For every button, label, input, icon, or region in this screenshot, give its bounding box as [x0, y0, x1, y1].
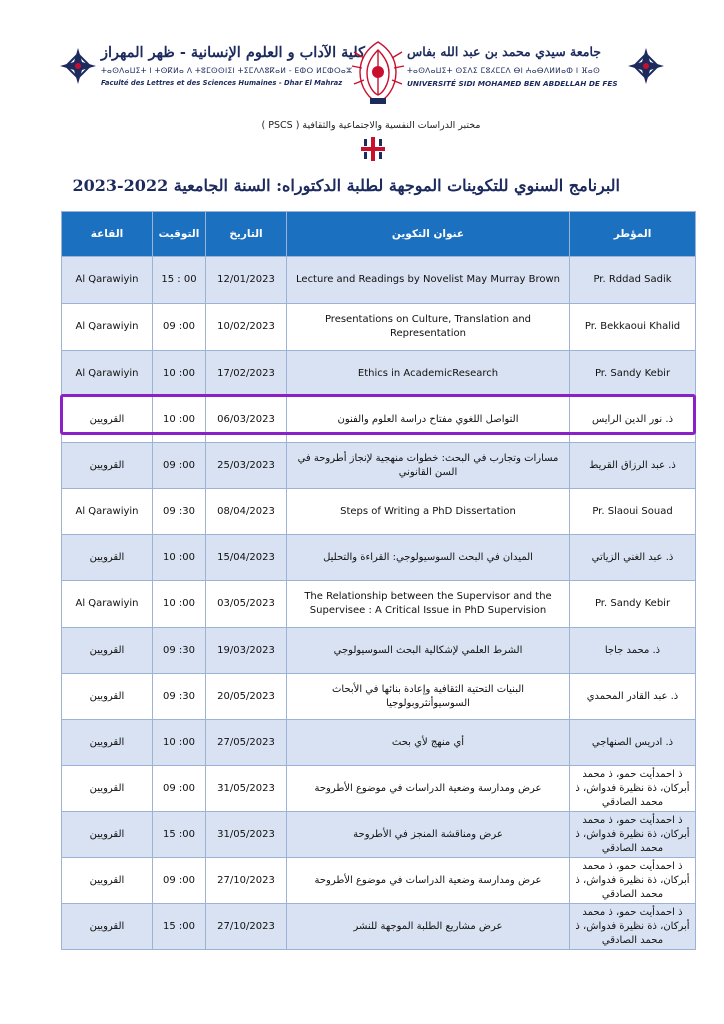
cell-room: Al Qarawiyin	[62, 257, 153, 304]
cell-speaker: Pr. Slaoui Souad	[570, 489, 696, 535]
moroccan-star-emblem-right	[626, 46, 666, 86]
cell-topic: الميدان في البحث السوسيولوجي: القراءة والتحليل	[287, 535, 570, 581]
cell-date: 27/05/2023	[206, 720, 287, 766]
table-row	[62, 443, 696, 489]
university-crest-icon	[350, 38, 406, 106]
cell-time: 09 :00	[153, 304, 206, 351]
cell-time: 09 :30	[153, 674, 206, 720]
cell-topic: The Relationship between the Supervisor and the Supervisee : A Critical Issue in PhD Supervision	[287, 581, 570, 628]
cell-date: 27/10/2023	[206, 904, 287, 950]
column-header-topic: عنوان التكوين	[287, 212, 570, 257]
cell-room: Al Qarawiyin	[62, 489, 153, 535]
cell-date: 03/05/2023	[206, 581, 287, 628]
cell-speaker: Pr. Sandy Kebir	[570, 351, 696, 397]
cell-room: القرويين	[62, 443, 153, 489]
page-title: البرنامج السنوي للتكوينات الموجهة لطلبة الدكتوراه: السنة الجامعية 2022-2023	[72, 176, 620, 195]
cell-topic: عرض ومدارسة وضعية الدراسات في موضوع الأطروحة	[287, 858, 570, 904]
cell-room: القرويين	[62, 397, 153, 443]
cell-date: 10/02/2023	[206, 304, 287, 351]
table-row	[62, 720, 696, 766]
cell-room: Al Qarawiyin	[62, 304, 153, 351]
column-header-speaker: المؤطر	[570, 212, 696, 257]
cell-room: Al Qarawiyin	[62, 351, 153, 397]
cell-time: 09 :00	[153, 858, 206, 904]
cell-date: 17/02/2023	[206, 351, 287, 397]
cell-topic: عرض مشاريع الطلبة الموجهة للنشر	[287, 904, 570, 950]
cell-date: 20/05/2023	[206, 674, 287, 720]
cell-speaker: ذ. محمد جاجا	[570, 628, 696, 674]
cell-room: القرويين	[62, 720, 153, 766]
cell-time: 09 :30	[153, 628, 206, 674]
cell-topic: Presentations on Culture, Translation and Representation	[287, 304, 570, 351]
cell-time: 09 :00	[153, 443, 206, 489]
cell-date: 19/03/2023	[206, 628, 287, 674]
cell-time: 15 :00	[153, 904, 206, 950]
cell-time: 15 : 00	[153, 257, 206, 304]
lab-name: مختبر الدراسات النفسية والاجتماعية والثقافية ( PSCS )	[261, 120, 481, 131]
cell-speaker: Pr. Sandy Kebir	[570, 581, 696, 628]
cell-date: 25/03/2023	[206, 443, 287, 489]
cell-room: القرويين	[62, 858, 153, 904]
cell-speaker: Pr. Rddad Sadik	[570, 257, 696, 304]
cell-time: 09 :30	[153, 489, 206, 535]
table-row	[62, 766, 696, 812]
table-row	[62, 535, 696, 581]
cell-date: 08/04/2023	[206, 489, 287, 535]
table-row	[62, 257, 696, 304]
cell-speaker: Pr. Bekkaoui Khalid	[570, 304, 696, 351]
cell-room: القرويين	[62, 628, 153, 674]
column-header-date: التاريخ	[206, 212, 287, 257]
cell-time: 10 :00	[153, 720, 206, 766]
table-row	[62, 904, 696, 950]
lab-logo-icon	[358, 136, 388, 162]
cell-date: 31/05/2023	[206, 812, 287, 858]
cell-speaker: ذ احمدأيت حمو، ذ محمد أبركان، ذة نظيرة فدواش، ذ محمد الصادقي	[570, 766, 696, 812]
cell-time: 10 :00	[153, 535, 206, 581]
cell-topic: التواصل اللغوي مفتاح دراسة العلوم والفنون	[287, 397, 570, 443]
cell-time: 15 :00	[153, 812, 206, 858]
schedule-table	[61, 211, 696, 950]
cell-speaker: ذ احمدأيت حمو، ذ محمد أبركان، ذة نظيرة فدواش، ذ محمد الصادقي	[570, 858, 696, 904]
cell-topic: عرض ومدارسة وضعية الدراسات في موضوع الأطروحة	[287, 766, 570, 812]
cell-speaker: ذ. ادريس الصنهاجي	[570, 720, 696, 766]
university-name-arabic: جامعة سيدي محمد بن عبد الله بفاس	[407, 44, 601, 59]
cell-date: 12/01/2023	[206, 257, 287, 304]
cell-topic: Ethics in AcademicResearch	[287, 351, 570, 397]
cell-topic: الشرط العلمي لإشكالية البحث السوسيولوجي	[287, 628, 570, 674]
university-name-tifinagh: ⵜⴰⵙⴷⴰⵡⵉⵜ ⵙⵉⴷⵉ ⵎⵓⵃⵎⵎⴷ ⴱⵏ ⵄⴰⴱⴷⵍⵍⴰⵀ ⵏ ⴼⴰⵙ	[407, 66, 601, 75]
cell-time: 10 :00	[153, 351, 206, 397]
table-row	[62, 812, 696, 858]
cell-room: القرويين	[62, 535, 153, 581]
cell-speaker: ذ احمدأيت حمو، ذ محمد أبركان، ذة نظيرة فدواش، ذ محمد الصادقي	[570, 904, 696, 950]
cell-speaker: ذ. عبد الغني الزياتي	[570, 535, 696, 581]
moroccan-star-emblem-left	[58, 46, 98, 86]
table-row	[62, 581, 696, 628]
cell-room: القرويين	[62, 766, 153, 812]
cell-date: 27/10/2023	[206, 858, 287, 904]
letterhead	[0, 0, 724, 112]
table-row	[62, 489, 696, 535]
cell-date: 15/04/2023	[206, 535, 287, 581]
cell-topic: البنيات التحتية الثقافية وإعادة بنائها في الأبحاث السوسيوأنثروبولوجيا	[287, 674, 570, 720]
cell-topic: Steps of Writing a PhD Dissertation	[287, 489, 570, 535]
table-row	[62, 397, 696, 443]
table-header-row	[62, 212, 696, 257]
cell-room: Al Qarawiyin	[62, 581, 153, 628]
cell-date: 06/03/2023	[206, 397, 287, 443]
column-header-time: التوقيت	[153, 212, 206, 257]
cell-time: 09 :00	[153, 766, 206, 812]
cell-time: 10 :00	[153, 581, 206, 628]
cell-room: القرويين	[62, 674, 153, 720]
cell-room: القرويين	[62, 904, 153, 950]
cell-speaker: ذ. عبد القادر المحمدي	[570, 674, 696, 720]
cell-topic: Lecture and Readings by Novelist May Murray Brown	[287, 257, 570, 304]
column-header-room: القاعة	[62, 212, 153, 257]
table-row	[62, 351, 696, 397]
table-row	[62, 628, 696, 674]
cell-speaker: ذ. نور الدين الرايس	[570, 397, 696, 443]
faculty-name-tifinagh: ⵜⴰⵙⴷⴰⵡⵉⵜ ⵏ ⵜⵙⴽⵍⴰ ⴷ ⵜⵓⵎⵙⵙⵏⵉⵏ ⵜⵉⵎⴷⴷⵓⴽⴰⵍ - ⴹⵀⵔ ⵍⵎⵀⵔⴰⵣ	[101, 66, 353, 75]
university-name-french: UNIVERSITÉ SIDI MOHAMED BEN ABDELLAH DE FES	[407, 79, 618, 88]
cell-room: القرويين	[62, 812, 153, 858]
faculty-name-french: Faculté des Lettres et des Sciences Humaines - Dhar El Mahraz	[101, 79, 343, 87]
cell-topic: مسارات وتجارب في البحث: خطوات منهجية لإنجاز أطروحة في السن القانوني	[287, 443, 570, 489]
table-row	[62, 674, 696, 720]
table-row	[62, 304, 696, 351]
cell-speaker: ذ احمدأيت حمو، ذ محمد أبركان، ذة نظيرة فدواش، ذ محمد الصادقي	[570, 812, 696, 858]
table-row	[62, 858, 696, 904]
faculty-name-arabic: كلية الآداب و العلوم الإنسانية - ظهر المهراز	[101, 44, 365, 61]
cell-speaker: ذ. عبد الرزاق القريط	[570, 443, 696, 489]
cell-topic: أي منهج لأي بحث	[287, 720, 570, 766]
cell-date: 31/05/2023	[206, 766, 287, 812]
cell-time: 10 :00	[153, 397, 206, 443]
cell-topic: عرض ومناقشة المنجز في الأطروحة	[287, 812, 570, 858]
